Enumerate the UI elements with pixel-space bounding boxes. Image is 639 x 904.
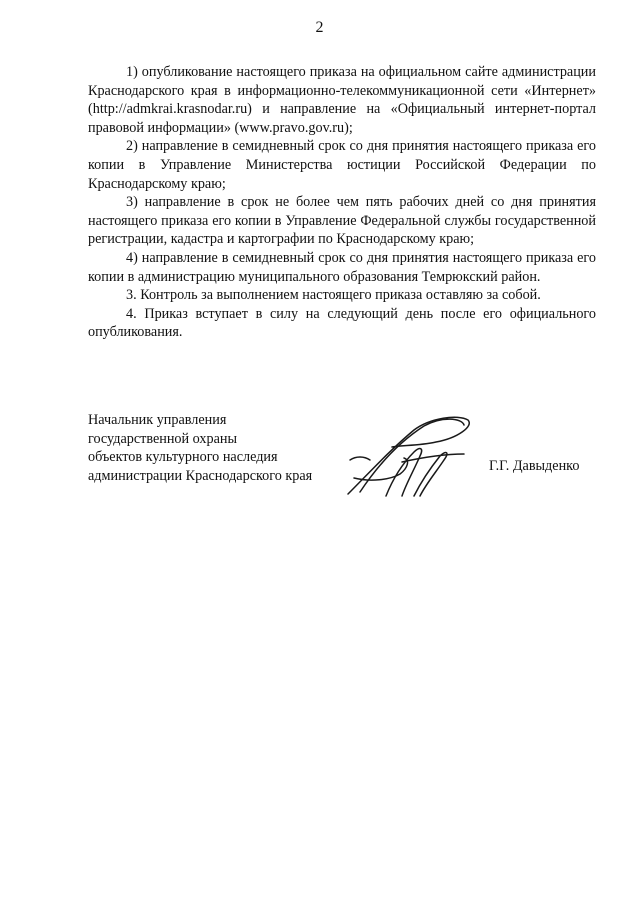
position-line: администрации Краснодарского края [88,467,313,484]
signer-name: Г.Г. Давыденко [489,458,580,474]
paragraph-rosreestr-copy: 3) направление в срок не более чем пять рабочих дней со дня принятия настоящего приказа его копии в Управление Федеральной службы государственной регистрации, кадастра и картографии по Краснодарскому краю; [88,194,596,248]
order-body [88,63,596,342]
handwritten-signature-icon [340,412,475,497]
position-line: Начальник управления [88,412,227,428]
position-line: государственной охраны [88,430,238,447]
page-number: 2 [315,19,324,36]
paragraph-publication: 1) опубликование настоящего приказа на официальном сайте администрации Краснодарского края в информационно-телекоммуникационной сети «Интернет» (http://admkrai.krasnodar.ru) и направление на «Официальный интернет-портал правовой информации» (www.pravo.gov.ru); [88,64,596,136]
paragraph-justice-ministry-copy: 2) направление в семидневный срок со дня принятия настоящего приказа его копии в Управление Министерства юстиции Российской Федерации по Краснодарскому краю; [88,138,596,192]
paragraph-control: 3. Контроль за выполнением настоящего приказа оставляю за собой. [126,287,541,304]
position-line: объектов культурного наследия [88,449,278,466]
paragraph-temryuk-copy: 4) направление в семидневный срок со дня принятия настоящего приказа его копии в администрацию муниципального образования Темрюкский район. [88,249,596,285]
paragraph-entry-into-force: 4. Приказ вступает в силу на следующий день после его официального опубликования. [88,305,596,341]
signatory-position [88,411,348,485]
